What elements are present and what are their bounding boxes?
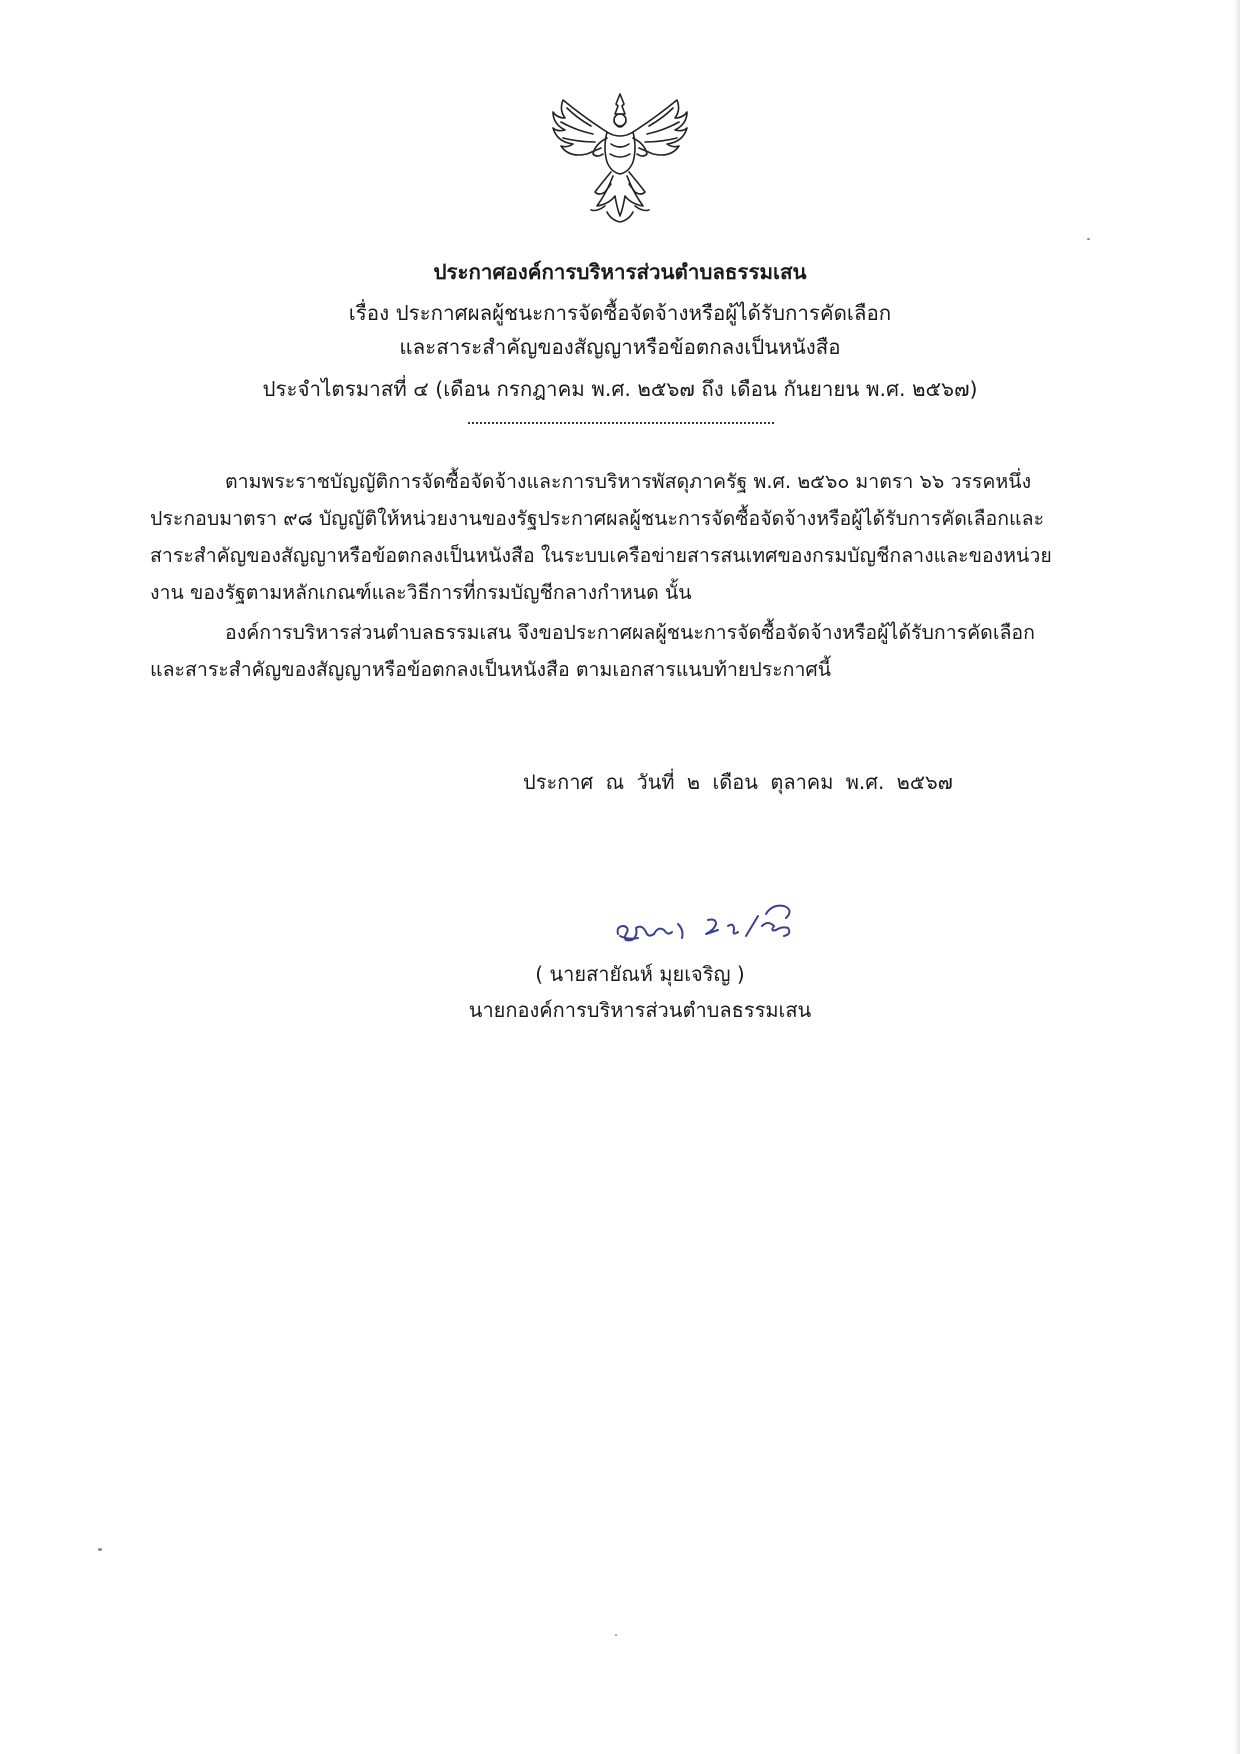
scan-speck [615,1634,617,1636]
announcement-title: ประกาศองค์การบริหารส่วนตำบลธรรมเสน [433,260,807,284]
paragraph-line: ตามพระราชบัญญัติการจัดซื้อจัดจ้างและการบริหารพัสดุภาครัฐ พ.ศ. ๒๕๖๐ มาตรา ๖๖ วรรคหนึ่ง [225,470,1032,493]
paragraph-line: สาระสำคัญของสัญญาหรือข้อตกลงเป็นหนังสือ ในระบบเครือข่ายสารสนเทศของกรมบัญชีกลางและของหน่วย [150,544,1052,567]
announcement-date: ประกาศ ณ วันที่ ๒ เดือน ตุลาคม พ.ศ. ๒๕๖๗ [523,770,953,794]
signer-name: ( นายสายัณห์ มุยเจริญ ) [535,962,745,986]
subject-line-1: เรื่อง ประกาศผลผู้ชนะการจัดซื้อจัดจ้างหรือผู้ได้รับการคัดเลือก [348,301,892,325]
handwritten-signature [612,890,872,950]
subject-line-2: และสาระสำคัญของสัญญาหรือข้อตกลงเป็นหนังสือ [399,335,841,359]
body-paragraph-2 [150,614,1090,688]
garuda-emblem-icon [545,88,695,228]
paragraph-line: องค์การบริหารส่วนตำบลธรรมเสน จึงขอประกาศผลผู้ชนะการจัดซื้อจัดจ้างหรือผู้ได้รับการคัดเลือก [225,621,1035,644]
scan-speck [1087,238,1090,240]
signer-position: นายกองค์การบริหารส่วนตำบลธรรมเสน [468,998,812,1022]
scan-speck [98,1548,102,1551]
paragraph-line: และสาระสำคัญของสัญญาหรือข้อตกลงเป็นหนังสือ ตามเอกสารแนบท้ายประกาศนี้ [150,658,832,681]
quarter-period: ประจำไตรมาสที่ ๔ (เดือน กรกฎาคม พ.ศ. ๒๕๖๗ ถึง เดือน กันยายน พ.ศ. ๒๕๖๗) [262,377,978,401]
paragraph-line: ประกอบมาตรา ๙๘ บัญญัติให้หน่วยงานของรัฐประกาศผลผู้ชนะการจัดซื้อจัดจ้างหรือผู้ได้รับการคัดเลือกและ [150,507,1045,530]
dotted-separator [468,422,774,424]
body-paragraph-1 [150,463,1090,611]
paragraph-line: งาน ของรัฐตามหลักเกณฑ์และวิธีการที่กรมบัญชีกลางกำหนด นั้น [150,581,692,604]
